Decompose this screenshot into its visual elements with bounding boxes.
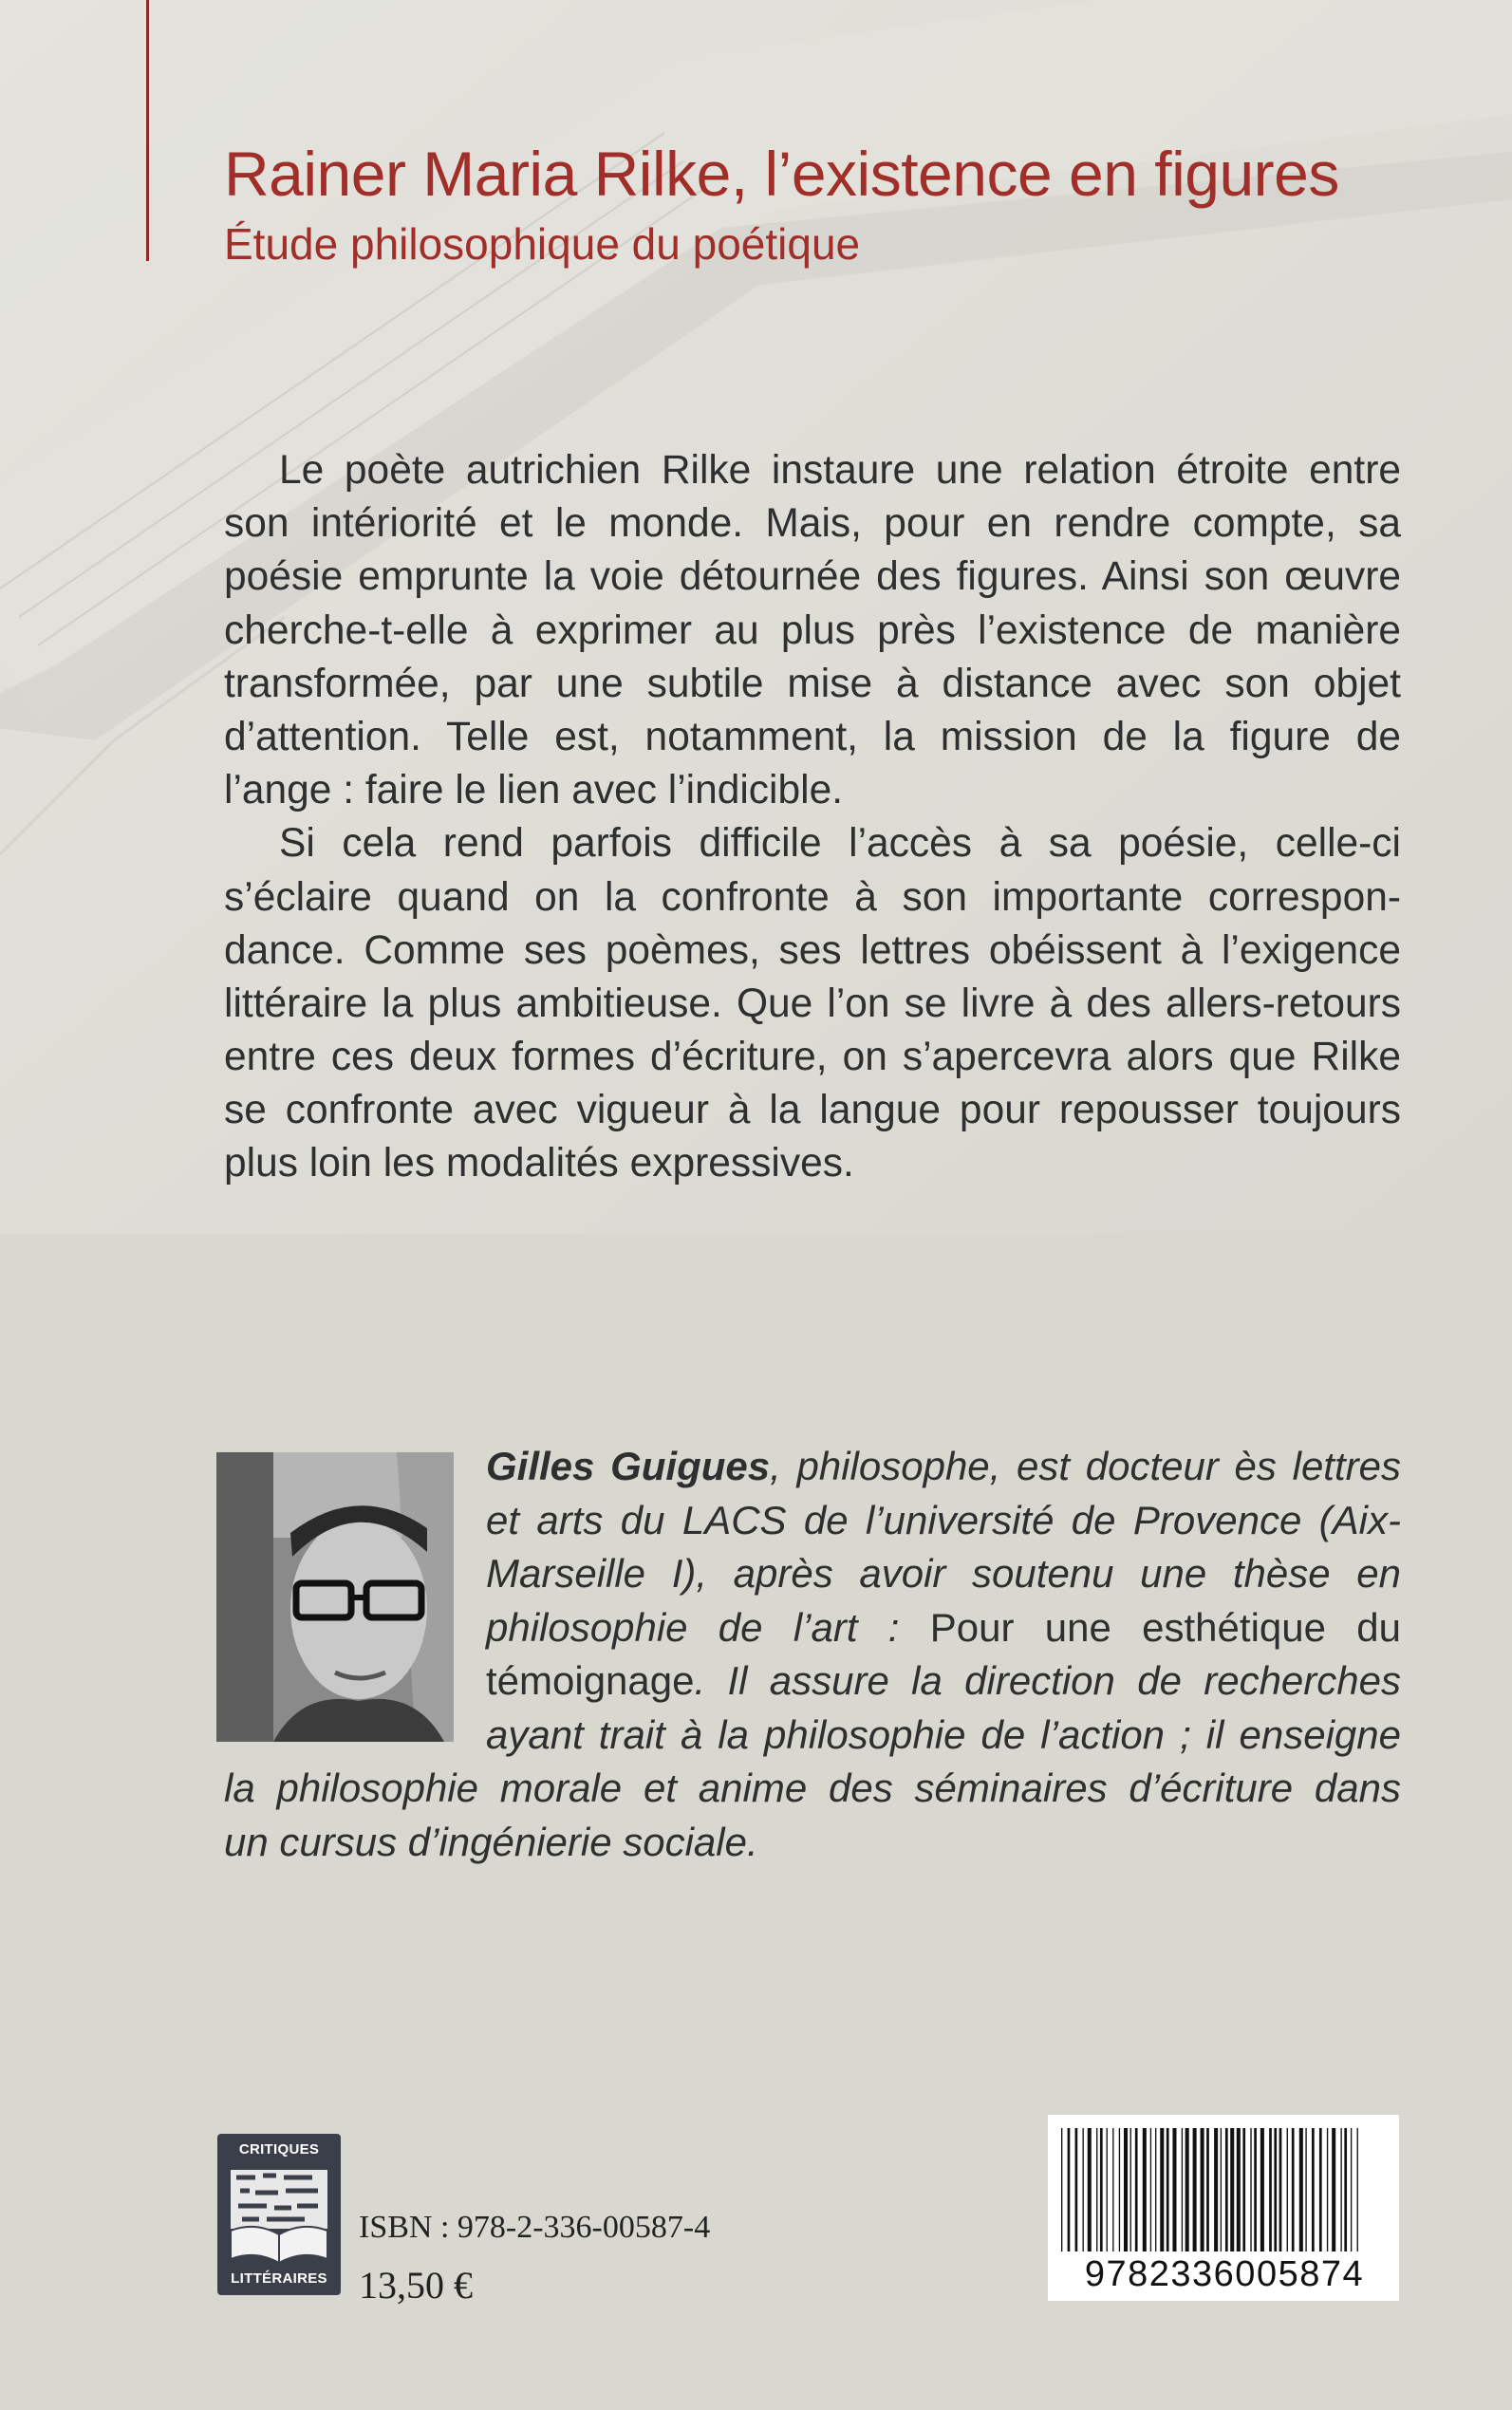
bio-text: , philosophe, est docteur ès lettres xyxy=(770,1444,1401,1488)
summary-line: entre ces deux formes d’écriture, on s’apercevra alors que Rilke xyxy=(224,1035,1401,1080)
summary-line: se confronte avec vigueur à la langue pour repousser toujours xyxy=(224,1088,1401,1133)
summary-text xyxy=(224,444,1401,1191)
barcode-bar xyxy=(1083,2128,1084,2251)
barcode-bar xyxy=(1312,2128,1315,2251)
bio-line: un cursus d’ingénierie sociale. xyxy=(224,1819,758,1864)
collection-name-top: CRITIQUES xyxy=(238,2141,320,2158)
bio-line: la philosophie morale et anime des séminaires d’écriture dans xyxy=(224,1765,1401,1810)
title-rule xyxy=(146,0,149,261)
barcode-bar xyxy=(1100,2128,1103,2251)
barcode-bar xyxy=(1107,2128,1108,2251)
barcode-bar xyxy=(1274,2128,1277,2251)
bio-line xyxy=(486,1601,1401,1655)
barcode-bar xyxy=(1351,2128,1352,2251)
barcode-bar xyxy=(1068,2128,1071,2251)
barcode-bar xyxy=(1237,2128,1241,2251)
bio-line: Marseille I), après avoir soutenu une thèse en xyxy=(486,1551,1401,1596)
collection-name-bottom: LITTÉRAIRES xyxy=(231,2270,327,2287)
summary-line: transformée, par une subtile mise à distance avec son objet xyxy=(224,661,1401,706)
barcode-bar xyxy=(1160,2128,1164,2251)
thesis-title-end: témoignage xyxy=(486,1658,695,1703)
barcode-bar xyxy=(1299,2128,1303,2251)
thesis-title: Pour une esthétique du xyxy=(929,1604,1401,1650)
barcode-bar xyxy=(1201,2128,1204,2251)
isbn: ISBN : 978-2-336-00587-4 xyxy=(359,2210,711,2245)
summary-line: s’éclaire quand on la confronte à son importante correspon- xyxy=(224,874,1401,920)
barcode-bar xyxy=(1230,2128,1234,2251)
barcode-bar xyxy=(1185,2128,1189,2251)
summary-line: Le poète autrichien Rilke instaure une relation étroite entre xyxy=(279,448,1401,493)
collection-logo xyxy=(217,2134,341,2295)
barcode-bar xyxy=(1155,2128,1156,2251)
summary-line: cherche-t-elle à exprimer au plus près l’existence de manière xyxy=(224,607,1401,653)
barcode-bar xyxy=(1260,2128,1264,2251)
barcode-bar xyxy=(1340,2128,1341,2251)
barcode-bar xyxy=(1135,2128,1138,2251)
summary-line: littéraire la plus ambitieuse. Que l’on se livre à des allers-retours xyxy=(224,981,1401,1026)
barcode-bar xyxy=(1225,2128,1228,2251)
barcode-bar xyxy=(1130,2128,1131,2251)
barcode-bar xyxy=(1112,2128,1113,2251)
price: 13,50 € xyxy=(359,2264,473,2307)
summary-line: son intériorité et le monde. Mais, pour en rendre compte, sa xyxy=(224,501,1401,547)
barcode-bar xyxy=(1305,2128,1306,2251)
barcode-bar xyxy=(1332,2128,1335,2251)
barcode-bar xyxy=(1319,2128,1322,2251)
bio-line xyxy=(486,1654,1401,1709)
barcode-bar xyxy=(1254,2128,1257,2251)
author-name: Gilles Guigues xyxy=(486,1444,771,1488)
barcode-bar xyxy=(1124,2128,1128,2251)
bio-text: philosophie de l’art : xyxy=(486,1604,930,1650)
bio-line: ayant trait à la philosophie de l’action ; il enseigne xyxy=(486,1711,1401,1757)
barcode-bar xyxy=(1119,2128,1120,2251)
summary-line: d’attention. Telle est, notamment, la mission de la figure de xyxy=(224,714,1401,759)
barcode-bar xyxy=(1327,2128,1328,2251)
barcode-bar xyxy=(1193,2128,1197,2251)
barcode-bar xyxy=(1221,2128,1222,2251)
bio-text: . Il assure la direction de recherches xyxy=(694,1658,1401,1703)
barcode-bar xyxy=(1250,2128,1251,2251)
summary-line: l’ange : faire le lien avec l’indicible. xyxy=(224,768,844,813)
barcode-bar xyxy=(1096,2128,1097,2251)
barcode-bar xyxy=(1344,2128,1347,2251)
summary-line: poésie emprunte la voie détournée des figures. Ainsi son œuvre xyxy=(224,554,1401,600)
barcode-bar xyxy=(1088,2128,1092,2251)
bio-line xyxy=(486,1440,1401,1494)
barcode-bar xyxy=(1206,2128,1209,2251)
author-bio xyxy=(224,1440,1401,1869)
barcode-bar xyxy=(1167,2128,1169,2251)
barcode-bar xyxy=(1061,2128,1062,2251)
barcode-bar xyxy=(1269,2128,1272,2251)
barcode-bar xyxy=(1279,2128,1282,2251)
barcode-bar xyxy=(1287,2128,1288,2251)
barcode-bar xyxy=(1182,2128,1183,2251)
barcode-bar xyxy=(1150,2128,1151,2251)
summary-line: dance. Comme ses poèmes, ses lettres obéissent à l’exigence xyxy=(224,927,1401,973)
summary-line: Si cela rend parfois difficile l’accès à sa poésie, celle-ci xyxy=(279,821,1401,867)
barcode-bar xyxy=(1292,2128,1295,2251)
barcode-bar xyxy=(1075,2128,1078,2251)
barcode-bar xyxy=(1242,2128,1245,2251)
barcode-bar xyxy=(1172,2128,1176,2251)
open-book-icon xyxy=(227,2164,331,2267)
barcode-bar xyxy=(1357,2128,1358,2251)
barcode-digits: 9782336005874 xyxy=(1084,2254,1365,2294)
book-subtitle: Étude philosophique du poétique xyxy=(224,219,861,269)
summary-line: plus loin les modalités expressives. xyxy=(224,1141,854,1186)
bio-line: et arts du LACS de l’université de Provence (Aix- xyxy=(486,1497,1401,1542)
book-title: Rainer Maria Rilke, l’existence en figures xyxy=(224,139,1339,209)
barcode-bar xyxy=(1214,2128,1218,2251)
barcode-bar xyxy=(1143,2128,1147,2251)
